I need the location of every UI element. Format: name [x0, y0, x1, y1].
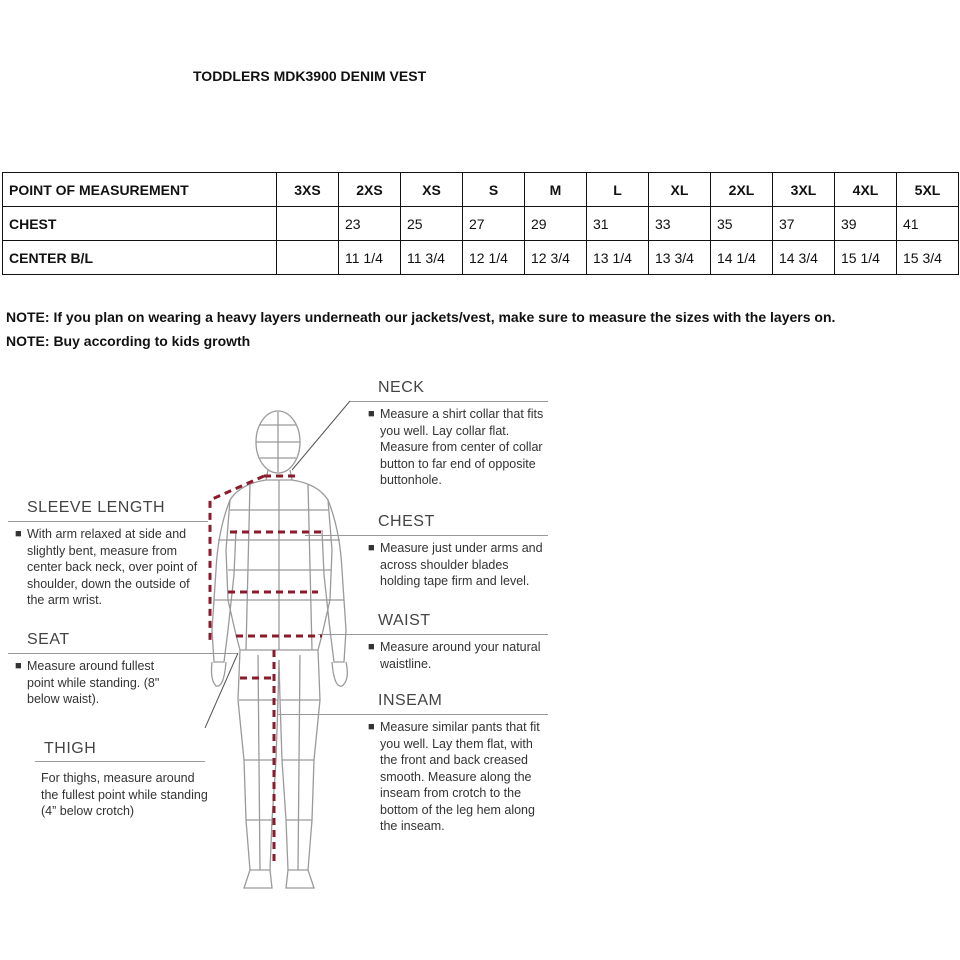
column-header: POINT OF MEASUREMENT	[3, 173, 277, 207]
chest-heading: CHEST	[378, 513, 435, 530]
row-label: CENTER B/L	[3, 241, 277, 275]
chest-text: Measure just under arms and across shoulder blades holding tape firm and level.	[380, 541, 543, 588]
bullet-icon: ■	[368, 408, 375, 420]
bullet-icon: ■	[15, 528, 22, 540]
table-cell: 23	[339, 207, 401, 241]
table-cell: 14 1/4	[711, 241, 773, 275]
sleeve-length-text: With arm relaxed at side and slightly bent, measure from center back neck, over point of shoulder, down the outside of the arm wrist.	[27, 527, 198, 607]
column-header: M	[525, 173, 587, 207]
inseam-heading: INSEAM	[378, 692, 443, 709]
sleeve-measure-line	[210, 476, 264, 640]
column-header: 2XL	[711, 173, 773, 207]
table-cell: 15 1/4	[835, 241, 897, 275]
growth-note: NOTE: Buy according to kids growth	[6, 333, 251, 349]
table-cell: 39	[835, 207, 897, 241]
bullet-icon: ■	[15, 660, 22, 672]
bullet-icon: ■	[368, 721, 375, 733]
bullet-icon: ■	[368, 641, 375, 653]
table-cell: 12 3/4	[525, 241, 587, 275]
table-cell: 37	[773, 207, 835, 241]
table-cell: 12 1/4	[463, 241, 525, 275]
table-cell: 13 1/4	[587, 241, 649, 275]
table-cell: 14 3/4	[773, 241, 835, 275]
column-header: L	[587, 173, 649, 207]
table-cell: 15 3/4	[897, 241, 959, 275]
table-cell: 41	[897, 207, 959, 241]
table-cell: 31	[587, 207, 649, 241]
table-cell: 35	[711, 207, 773, 241]
table-cell: 11 3/4	[401, 241, 463, 275]
table-cell: 29	[525, 207, 587, 241]
bullet-icon: ■	[368, 542, 375, 554]
neck-heading: NECK	[378, 379, 425, 396]
column-header: 2XS	[339, 173, 401, 207]
inseam-text: Measure similar pants that fit you well. Lay them flat, with the front and back creased smooth. Measure along the inseam from crotch to the bottom of the leg hem along the inseam.	[380, 720, 540, 833]
table-cell: 11 1/4	[339, 241, 401, 275]
column-header: 5XL	[897, 173, 959, 207]
column-header: XS	[401, 173, 463, 207]
seat-heading: SEAT	[27, 631, 70, 648]
neck-text: Measure a shirt collar that fits you well. Lay collar flat. Measure from center of collar button to far end of opposite buttonhole.	[380, 407, 544, 487]
sleeve-length-heading: SLEEVE LENGTH	[27, 499, 166, 516]
row-label: CHEST	[3, 207, 277, 241]
column-header: 3XL	[773, 173, 835, 207]
column-header: S	[463, 173, 525, 207]
page-title: TODDLERS MDK3900 DENIM VEST	[193, 68, 427, 84]
layering-note: NOTE: If you plan on wearing a heavy layers underneath our jackets/vest, make sure to measure the sizes with the layers on.	[6, 309, 836, 325]
thigh-heading: THIGH	[44, 740, 97, 757]
column-header: XL	[649, 173, 711, 207]
table-cell: 13 3/4	[649, 241, 711, 275]
waist-heading: WAIST	[378, 612, 431, 629]
table-cell: 25	[401, 207, 463, 241]
column-header: 4XL	[835, 173, 897, 207]
seat-text: Measure around fullest point while standing. (8" below waist).	[27, 659, 160, 706]
body-figure	[200, 400, 375, 895]
table-cell: 33	[649, 207, 711, 241]
column-header: 3XS	[277, 173, 339, 207]
waist-text: Measure around your natural waistline.	[380, 640, 541, 671]
table-cell: 27	[463, 207, 525, 241]
thigh-description: For thighs, measure around the fullest point while standing (4” below crotch)	[41, 771, 208, 818]
body-outline	[212, 411, 348, 888]
